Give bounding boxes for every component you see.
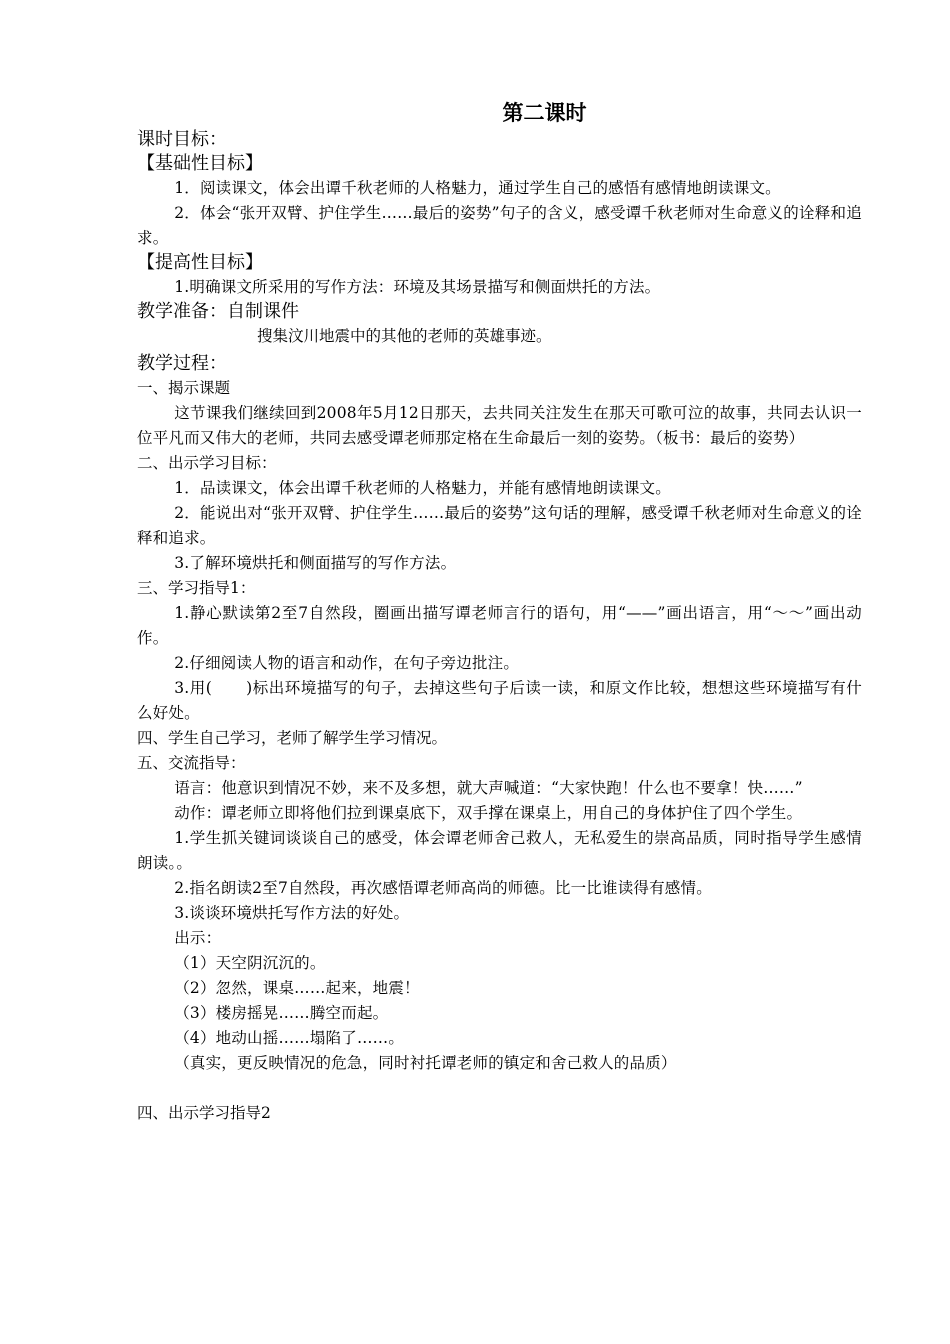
basic-objective-item: 2．体会“张开双臂、护住学生……最后的姿势”句子的含义，感受谭千秋老师对生命意义的诠释和追求。 <box>137 204 862 247</box>
exchange-item: 2.指名朗读2至7自然段，再次感悟谭老师高尚的师德。比一比谁读得有感情。 <box>174 879 712 897</box>
advanced-objectives-heading: 【提高性目标】 <box>137 252 263 273</box>
action-quote: 动作：谭老师立即将他们拉到课桌底下，双手撑在课桌上，用自己的身体护住了四个学生。 <box>174 804 803 822</box>
objectives-heading: 课时目标： <box>137 129 227 150</box>
guide-item: 1.静心默读第2至7自然段，圈画出描写谭老师言行的语句，用“——”画出语言，用“～～”画出动作。 <box>137 604 862 647</box>
section-heading: 五、交流指导： <box>137 754 246 772</box>
guide-item-prefix: 3.用( <box>174 679 213 697</box>
language-quote: 语言：他意识到情况不妙，来不及多想，就大声喊道：“大家快跑！什么也不要拿！快……” <box>174 779 803 797</box>
show-label: 出示： <box>174 929 222 947</box>
basic-objective-item: 1．阅读课文，体会出谭千秋老师的人格魅力，通过学生自己的感悟有感情地朗读课文。 <box>174 179 781 197</box>
guide-item-suffix: )标出环境描写的句子，去掉这些句子后读一读，和原文作比较，想想这些环境描写有什么好处。 <box>137 679 862 722</box>
document-content <box>137 98 862 1126</box>
section-heading: 一、揭示课题 <box>137 379 231 397</box>
preparation-item: 自制课件 <box>227 301 299 322</box>
exchange-item: 3.谈谈环境烘托写作方法的好处。 <box>174 904 410 922</box>
section-paragraph: 这节课我们继续回到2008年5月12日那天，去共同关注发生在那天可歌可泣的故事，共同去认识一位平凡而又伟大的老师，共同去感受谭老师那定格在生命最后一刻的姿势。（板书：最后的姿势） <box>137 404 862 447</box>
preparation-line <box>137 300 862 324</box>
preparation-item: 搜集汶川地震中的其他的老师的英雄事迹。 <box>257 327 552 345</box>
section-heading: 四、出示学习指导2 <box>137 1104 271 1122</box>
show-item: （1）天空阴沉沉的。 <box>174 954 326 972</box>
blank-line <box>137 1076 862 1101</box>
process-heading: 教学过程： <box>137 353 227 374</box>
advanced-objective-item: 1.明确课文所采用的写作方法：环境及其场景描写和侧面烘托的方法。 <box>174 278 661 296</box>
basic-objectives-heading: 【基础性目标】 <box>137 153 263 174</box>
exchange-item: 1.学生抓关键词谈谈自己的感受，体会谭老师舍己救人，无私爱生的崇高品质，同时指导学生感情朗读。。 <box>137 829 862 872</box>
guide-item: 2.仔细阅读人物的语言和动作，在句子旁边批注。 <box>174 654 520 672</box>
learning-goal-item: 3.了解环境烘托和侧面描写的写作方法。 <box>174 554 457 572</box>
learning-goal-item: 1．品读课文，体会出谭千秋老师的人格魅力，并能有感情地朗读课文。 <box>174 479 671 497</box>
show-item: （2）忽然，课桌……起来，地震！ <box>174 979 420 997</box>
guide-item <box>137 676 862 726</box>
section-heading: 二、出示学习目标： <box>137 454 277 472</box>
section-heading: 三、学习指导1： <box>137 579 256 597</box>
section-heading: 四、学生自己学习，老师了解学生学习情况。 <box>137 729 448 747</box>
preparation-label: 教学准备： <box>137 301 227 322</box>
page-title: 第二课时 <box>502 101 587 125</box>
show-item: （3）楼房摇晃……腾空而起。 <box>174 1004 389 1022</box>
show-note: （真实，更反映情况的危急，同时衬托谭老师的镇定和舍己救人的品质） <box>174 1054 677 1072</box>
learning-goal-item: 2．能说出对“张开双臂、护住学生……最后的姿势”这句话的理解，感受谭千秋老师对生命意义的诠释和追求。 <box>137 504 862 547</box>
show-item: （4）地动山摇……塌陷了……。 <box>174 1029 405 1047</box>
